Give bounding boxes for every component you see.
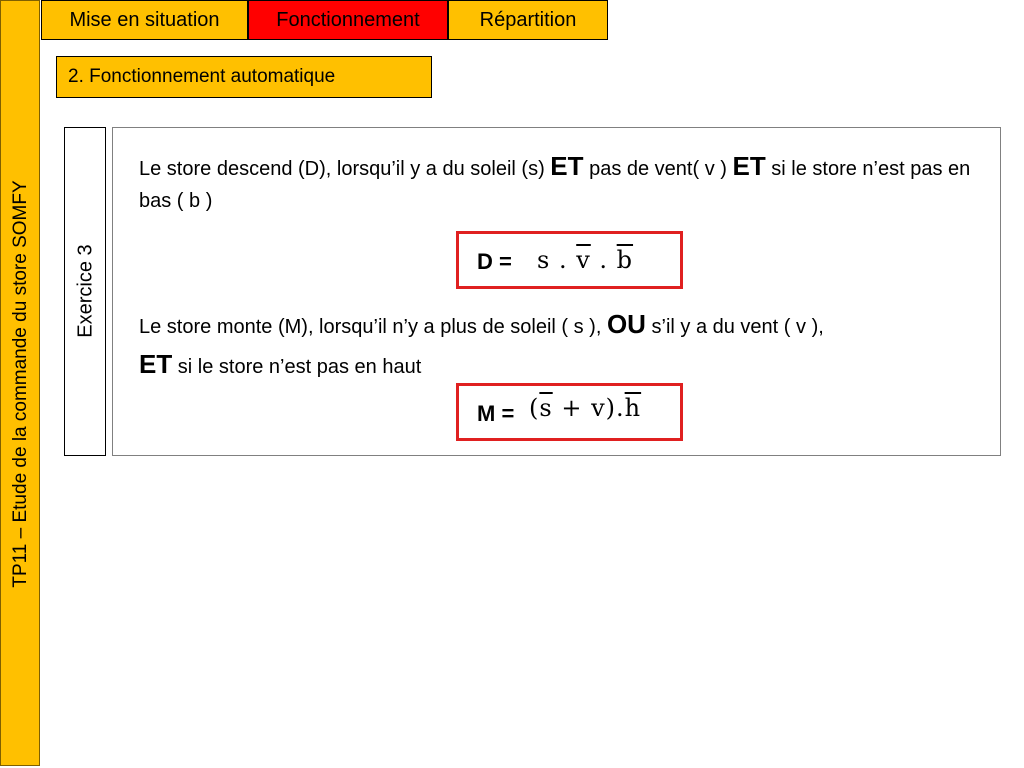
operator-or: + [552, 394, 592, 422]
statement-monte [139, 304, 979, 385]
keyword-et: ET [550, 151, 584, 181]
statement-descend [139, 146, 979, 217]
var-v: v [591, 394, 606, 422]
keyword-ou: OU [606, 309, 646, 339]
statement-text: Le store descend (D), lorsqu’il y a du soleil (s) [139, 158, 551, 180]
operator-and: . [590, 246, 617, 274]
paren-close: ). [605, 394, 625, 422]
var-s-negated: $\overline{s}$ [539, 394, 553, 422]
tab-mise-en-situation[interactable]: Mise en situation [41, 0, 248, 40]
side-title-band [0, 0, 40, 766]
presentation-title: TP11 – Etude de la commande du store SOMFY [10, 180, 31, 588]
tab-fonctionnement[interactable]: Fonctionnement [248, 0, 448, 40]
var-b-negated: $\overline{b}$ [616, 246, 634, 274]
statement-text: Le store monte (M), lorsqu’il n’y a plus de soleil ( s ), [139, 316, 607, 338]
exercise-label: Exercice 3 [74, 244, 97, 338]
operator-and: . [550, 246, 577, 274]
exercise-content [112, 127, 1001, 456]
keyword-et: ET [732, 151, 766, 181]
statement-text: s’il y a du vent ( v ), [645, 316, 824, 338]
exercise-label-box [64, 127, 106, 456]
var-s: s [537, 246, 551, 274]
statement-text: si le store n’est pas en bas ( b ) [139, 158, 971, 213]
keyword-et: ET [139, 349, 173, 380]
statement-text: pas de vent( v ) [583, 158, 733, 180]
tab-repartition[interactable]: Répartition [448, 0, 608, 40]
var-h-negated: $\overline{h}$ [624, 394, 642, 422]
formula-m-expression [529, 394, 641, 422]
section-title: 2. Fonctionnement automatique [56, 56, 432, 98]
formula-d-label: D = [477, 249, 512, 274]
formula-m-box [456, 383, 683, 441]
var-v-negated: $\overline{v}$ [576, 246, 591, 274]
formula-d-box [456, 231, 683, 289]
formula-d-expression [537, 246, 633, 274]
statement-text: si le store n’est pas en haut [172, 356, 422, 379]
formula-m-label: M = [477, 401, 515, 426]
paren-open: ( [529, 394, 540, 422]
